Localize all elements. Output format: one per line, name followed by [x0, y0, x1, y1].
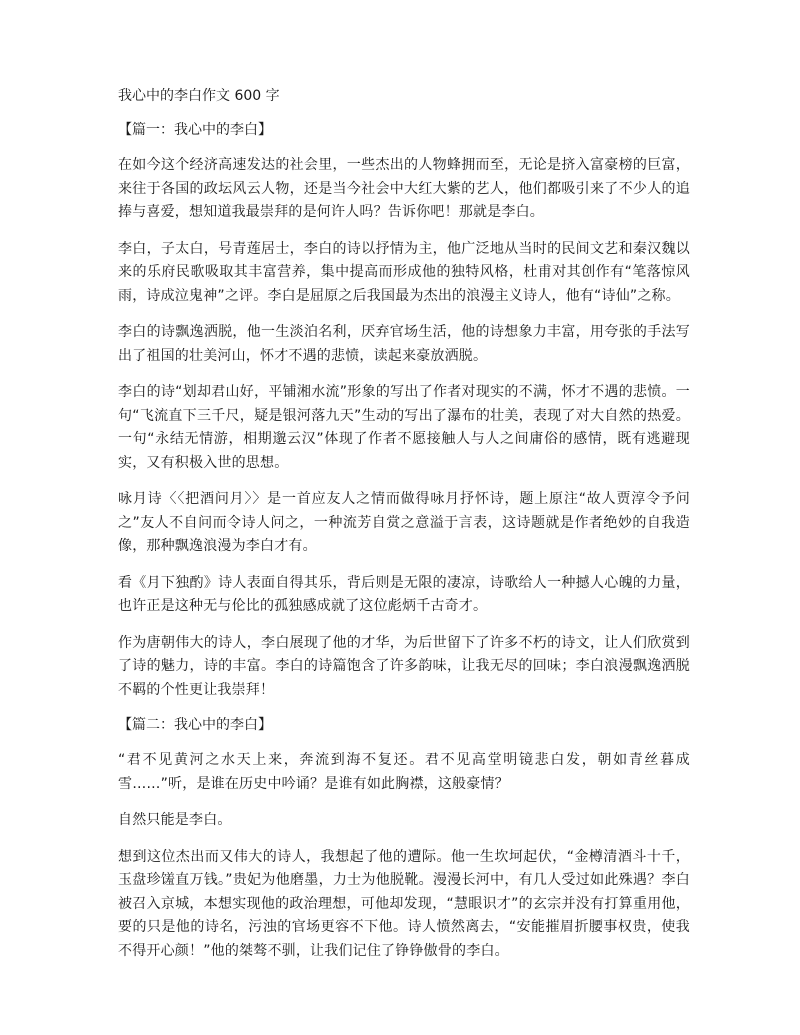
section-1: [118, 120, 690, 702]
paragraph: 李白，子太白，号青莲居士，李白的诗以抒情为主，他广泛地从当时的民间文艺和秦汉魏以来的乐府民歌吸取其丰富营养，集中提高而形成他的独特风格，杜甫对其创作有“笔落惊风雨，诗成泣鬼神”之评。李白是屈原之后我国最为杰出的浪漫主义诗人，他有“诗仙”之称。: [118, 240, 690, 304]
paragraph: 看《月下独酌》诗人表面自得其乐，背后则是无限的凄凉，诗歌给人一种撼人心魄的力量，也许正是这种无与伦比的孤独感成就了这位彪炳千古奇才。: [118, 574, 690, 614]
paragraph: 在如今这个经济高速发达的社会里，一些杰出的人物蜂拥而至，无论是挤入富豪榜的巨富，来往于各国的政坛风云人物，还是当今社会中大红大紫的艺人，他们都吸引来了不少人的追捧与喜爱，想知道我最崇拜的是何许人吗？告诉你吧！那就是李白。: [118, 157, 690, 220]
section-heading: 【篇一：我心中的李白】: [118, 122, 272, 138]
section-heading: 【篇二：我心中的李白】: [118, 717, 272, 733]
paragraph: 想到这位杰出而又伟大的诗人，我想起了他的遭际。他一生坎坷起伏，“金樽清酒斗十千，玉盘珍馐直万钱。”贵妃为他磨墨，力士为他脱靴。漫漫长河中，有几人受过如此殊遇？李白被召入京城，本想实现他的政治理想，可他却发现，“慧眼识才”的玄宗并没有打算重用他，要的只是他的诗名，污浊的官场更容不下他。诗人愤然离去，“安能摧眉折腰事权贵，使我不得开心颜！”他的桀骜不驯，让我们记住了铮铮傲骨的李白。: [118, 848, 690, 959]
paragraph: 李白的诗飘逸洒脱，他一生淡泊名利，厌弃官场生活，他的诗想象力丰富，用夸张的手法写出了祖国的壮美河山，怀才不遇的悲愤，读起来豪放洒脱。: [118, 324, 690, 364]
paragraph: 自然只能是李白。: [118, 812, 232, 828]
paragraph: 咏月诗〈〈把酒问月〉〉是一首应友人之情而做得咏月抒怀诗，题上原注“故人贾淳令予问之”友人不自问而令诗人问之，一种流芳自赏之意溢于言表，这诗题就是作者绝妙的自我造像，那种飘逸浪漫为李白才有。: [118, 491, 690, 554]
paragraph: 作为唐朝伟大的诗人，李白展现了他的才华，为后世留下了许多不朽的诗文，让人们欣赏到了诗的魅力，诗的丰富。李白的诗篇饱含了许多韵味，让我无尽的回味；李白浪漫飘逸洒脱不羁的个性更让我崇拜！: [118, 634, 690, 698]
paragraph: 李白的诗“划却君山好，平铺湘水流”形象的写出了作者对现实的不满，怀才不遇的悲愤。一句“飞流直下三千尺，疑是银河落九天”生动的写出了瀑布的壮美，表现了对大自然的热爱。一句“永结无情游，相期邈云汉”体现了作者不愿接触人与人之间庸俗的感情，既有逃避现实，又有积极入世的思想。: [118, 384, 690, 471]
paragraph: “君不见黄河之水天上来，奔流到海不复还。君不见高堂明镜悲白发，朝如青丝暮成雪……”听，是谁在历史中吟诵？是谁有如此胸襟，这般豪情？: [118, 752, 690, 792]
section-2: [118, 715, 690, 963]
document-page: [118, 86, 690, 976]
document-title: 我心中的李白作文 600 字: [118, 88, 280, 104]
